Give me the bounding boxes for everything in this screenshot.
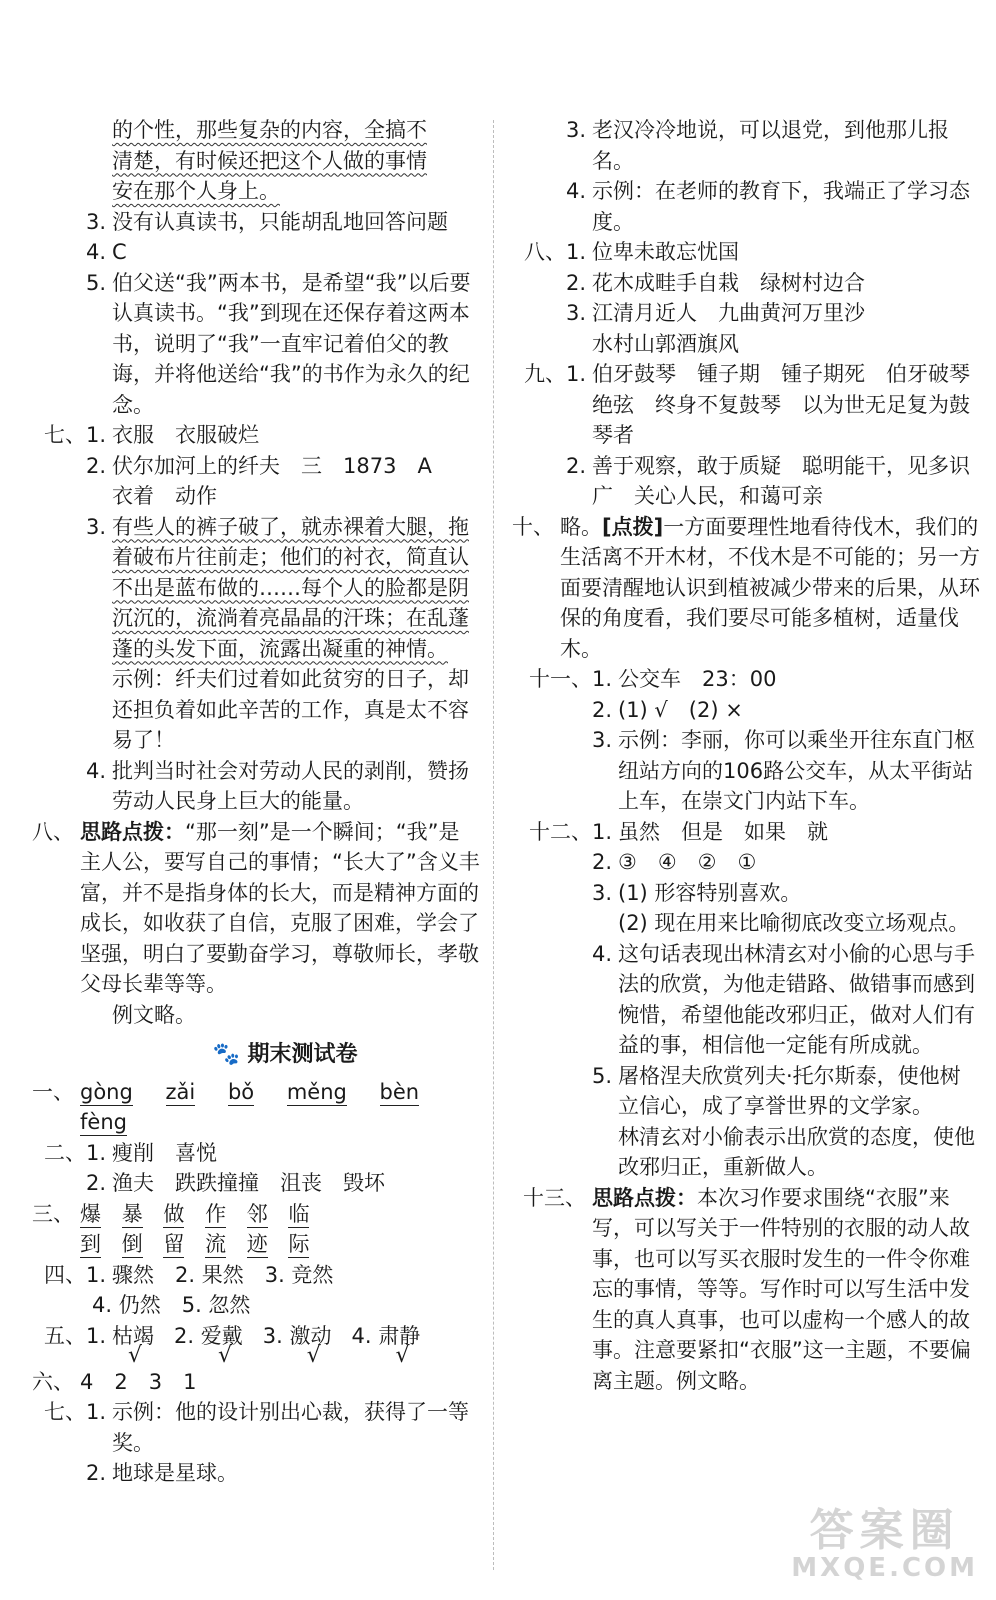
item-number: 2. xyxy=(591,697,612,722)
question-number: 四、1. xyxy=(43,1262,106,1287)
example-note: 例文略。 xyxy=(112,1002,196,1027)
answer-item xyxy=(510,725,980,817)
item-number: 4. xyxy=(591,941,612,966)
final-q2 xyxy=(30,1138,480,1169)
pinyin: gòng xyxy=(80,1079,133,1104)
pinyin-list xyxy=(80,1077,480,1138)
char-row-2 xyxy=(30,1229,480,1260)
item-text: 衣服 衣服破烂 xyxy=(112,423,259,447)
question-number: 三、 xyxy=(32,1201,74,1226)
item-text: 瘦削 喜悦 xyxy=(112,1140,217,1165)
check-icon: √ xyxy=(218,1342,233,1368)
left-column xyxy=(30,115,480,1489)
final-q3 xyxy=(30,1199,480,1230)
hint-text: 本次习作要求围绕“衣服”来写，可以写关于一件特别的衣服的动人故事，也可以写买衣服时发生的一件令你难忘的事情，等等。写作时可以写生活中发生的真人真事，也可以虚构一个感人的故事。注意要紧扣“衣服”这一主题，不要偏离主题。例文略。 xyxy=(592,1185,971,1393)
answer-item xyxy=(510,939,980,1061)
item-text: 善于观察，敢于质疑 聪明能干，见多识广 关心人民，和蔼可亲 xyxy=(592,453,970,508)
answer-item xyxy=(30,268,480,421)
column-divider xyxy=(493,120,494,1570)
hint-label: 思路点拨： xyxy=(80,819,185,844)
item-number: 3. xyxy=(565,118,586,142)
watermark-logo xyxy=(791,1505,978,1583)
pinyin: zǎi xyxy=(165,1079,196,1104)
check-icon: √ xyxy=(128,1342,143,1368)
item-number: 2. xyxy=(85,1171,106,1195)
right-column xyxy=(510,115,980,1396)
item-continuation: (2) 现在用来比喻彻底改变立场观点。 xyxy=(618,911,970,935)
pinyin: bǒ xyxy=(227,1079,255,1104)
question-11 xyxy=(510,664,980,695)
item-number: 2. xyxy=(591,850,612,874)
watermark-title: 答案圈 xyxy=(809,1505,960,1556)
item-text: 虽然 但是 如果 就 xyxy=(618,819,828,844)
question-number: 九、1. xyxy=(523,362,586,386)
hint-tag: [点拨] xyxy=(602,514,664,539)
item-text: 伯牙鼓琴 锺子期 锺子期死 伯牙破琴绝弦 终身不复鼓琴 以为世无足复为鼓琴者 xyxy=(592,362,970,447)
item-text: 示例：在老师的教育下，我端正了学习态度。 xyxy=(592,179,970,234)
item-number: 3. xyxy=(591,728,612,752)
item-number: 4. xyxy=(85,240,106,264)
item-text: 公交车 23：00 xyxy=(618,667,777,691)
question-number: 十、 xyxy=(512,514,554,539)
final-q4 xyxy=(30,1260,480,1291)
question-8-right xyxy=(510,237,980,268)
item-continuation: 衣着 动作 xyxy=(112,484,217,508)
continued-text xyxy=(30,115,480,207)
item-number: 2. xyxy=(565,270,586,295)
item-continuation: 水村山郭酒旗风 xyxy=(592,331,739,356)
char: 倒 xyxy=(121,1232,143,1256)
char: 迹 xyxy=(246,1232,268,1256)
paw-icon: 🐾 xyxy=(212,1042,240,1067)
answer-item xyxy=(510,268,980,299)
answer-item xyxy=(510,1061,980,1122)
question-8 xyxy=(30,817,480,1000)
answer-item xyxy=(30,451,480,482)
question-7 xyxy=(30,420,480,451)
section-title-text: 期末测试卷 xyxy=(247,1042,358,1067)
char: 留 xyxy=(163,1232,185,1256)
answer-item xyxy=(30,237,480,268)
item-number: 4. xyxy=(85,758,106,783)
char: 做 xyxy=(163,1201,185,1226)
hint-text: “那一刻”是一个瞬间；“我”是主人公，要写自己的事情；“长大了”含义丰富，并不是指身体的长大，而是精神方面的成长，如收获了自信，克服了困难，学会了坚强，明白了要勤奋学习，尊敬师长，孝敬父母长辈等等。 xyxy=(80,819,480,996)
question-number: 十二、1. xyxy=(528,819,612,844)
item-number: 3. xyxy=(85,209,106,234)
answer-item xyxy=(510,176,980,237)
question-number: 七、1. xyxy=(43,1400,106,1424)
pinyin: bèn xyxy=(379,1079,420,1104)
wavy-line-2: 清楚，有时候还把这个人做的事情 xyxy=(112,148,427,173)
checked-word: 枯竭 √ xyxy=(112,1321,154,1352)
item-number: 2. xyxy=(85,1461,106,1485)
question-13 xyxy=(510,1183,980,1397)
answer-item xyxy=(510,695,980,726)
char: 作 xyxy=(205,1201,227,1226)
item-text: 略。 xyxy=(560,514,602,539)
char: 邻 xyxy=(246,1201,268,1226)
item-text: 这句话表现出林清玄对小偷的心思与手法的欣赏，为他走错路、做错事而感到惋惜，希望他能改邪归正，做对人们有益的事，相信他一定能有所成就。 xyxy=(618,941,975,1057)
char: 流 xyxy=(205,1232,227,1256)
item-text: 位卑未敢忘忧国 xyxy=(592,240,739,264)
watermark-url: MXQE.COM xyxy=(791,1553,978,1583)
question-number: 十三、 xyxy=(523,1185,586,1210)
example-text: 示例：纤夫们过着如此贫穷的日子，却还担负着如此辛苦的工作，真是太不容易了！ xyxy=(112,667,469,752)
question-9 xyxy=(510,359,980,451)
section-title xyxy=(90,1040,480,1071)
item-text: 江清月近人 九曲黄河万里沙 xyxy=(592,301,865,325)
item-text: 没有认真读书，只能胡乱地回答问题 xyxy=(112,209,448,234)
answer-item xyxy=(510,451,980,512)
question-number: 八、1. xyxy=(523,240,586,264)
item-number: 5. xyxy=(591,1063,612,1088)
wavy-quote: 有些人的裤子破了，就赤裸着大腿，拖着破布片往前走；他们的衬衣，简直认不出是蓝布做的……每个人的脸都是阴沉沉的，流淌着亮晶晶的汗珠；在乱蓬蓬的头发下面，流露出凝重的神情。 xyxy=(112,514,469,661)
item-text: 地球是星球。 xyxy=(112,1461,238,1485)
wavy-line-3: 安在那个人身上。 xyxy=(112,179,280,203)
char: 到 xyxy=(80,1232,101,1256)
item-text: 老汉冷冷地说，可以退党，到他那儿报名。 xyxy=(592,118,949,173)
item-text: 骤然 2. 果然 3. 竞然 xyxy=(112,1262,334,1287)
item-text: (1) 形容特别喜欢。 xyxy=(618,880,802,905)
item-text: 示例：李丽，你可以乘坐开往东直门枢纽站方向的106路公交车，从太平街站上车，在崇文门内站下车。 xyxy=(618,728,975,813)
question-number: 一、 xyxy=(32,1079,74,1104)
answer-item xyxy=(510,847,980,878)
checked-word: 3. 激动 √ xyxy=(263,1321,332,1352)
item-text: C xyxy=(112,240,127,264)
final-q5 xyxy=(30,1321,480,1367)
answer-item xyxy=(30,512,480,665)
check-icon: √ xyxy=(306,1342,321,1368)
final-q7 xyxy=(30,1397,480,1458)
item-text: 花木成畦手自栽 绿树村边合 xyxy=(592,270,865,295)
hint-text: 一方面要理性地看待伐木，我们的生活离不开木材，不伐木是不可能的；另一方面要清醒地认识到植被减少带来的后果，从环保的角度看，我们要尽可能多植树，适量伐木。 xyxy=(560,514,980,661)
question-number: 七、1. xyxy=(43,423,106,447)
final-q1 xyxy=(30,1077,480,1138)
answer-item xyxy=(510,298,980,329)
item-continuation: 4. 仍然 5. 忽然 xyxy=(92,1293,251,1317)
item-text: 屠格涅夫欣赏列夫·托尔斯泰，使他树立信心，成了享誉世界的文学家。 xyxy=(618,1063,961,1118)
item-continuation: 林清玄对小偷表示出欣赏的态度，使他改邪归正，重新做人。 xyxy=(618,1124,975,1179)
answer-item xyxy=(30,1168,480,1199)
pinyin: měng xyxy=(286,1079,347,1104)
item-number: 2. xyxy=(85,453,106,478)
question-number: 五、1. xyxy=(43,1323,106,1348)
item-text: ③ ④ ② ① xyxy=(618,850,757,874)
item-number: 3. xyxy=(565,301,586,325)
answer-item xyxy=(510,878,980,909)
item-text: 伏尔加河上的纤夫 三 1873 A xyxy=(112,453,432,478)
question-12 xyxy=(510,817,980,848)
question-10 xyxy=(510,512,980,665)
char: 暴 xyxy=(121,1201,143,1226)
item-text: 示例：他的设计别出心裁，获得了一等奖。 xyxy=(112,1400,469,1455)
checked-word: 2. 爱戴 √ xyxy=(174,1321,243,1352)
hint-label: 思路点拨： xyxy=(592,1185,697,1210)
item-number: 4. xyxy=(565,179,586,203)
answer-item xyxy=(30,756,480,817)
answer-item xyxy=(30,207,480,238)
question-number: 二、1. xyxy=(43,1140,106,1165)
item-text: (1) √ (2) × xyxy=(618,697,743,722)
check-icon: √ xyxy=(395,1342,410,1368)
final-q6 xyxy=(30,1367,480,1398)
item-text: 批判当时社会对劳动人民的剥削，赞扬劳动人民身上巨大的能量。 xyxy=(112,758,469,813)
answer-item xyxy=(510,115,980,176)
question-number: 八、 xyxy=(32,819,74,844)
question-number: 六、 xyxy=(32,1369,74,1394)
item-number: 3. xyxy=(591,880,612,905)
char: 爆 xyxy=(80,1201,101,1226)
item-number: 5. xyxy=(85,270,106,295)
item-number: 3. xyxy=(85,514,106,539)
char: 际 xyxy=(288,1232,310,1256)
answer-item xyxy=(30,1458,480,1489)
item-text: 伯父送“我”两本书，是希望“我”以后要认真读书。“我”到现在还保存着这两本书，说明了“我”一直牢记着伯父的教诲，并将他送给“我”的书作为永久的纪念。 xyxy=(112,270,471,417)
pinyin: fèng xyxy=(80,1110,127,1134)
char-row xyxy=(80,1199,480,1230)
item-text: 渔夫 跌跌撞撞 沮丧 毁坏 xyxy=(112,1171,385,1195)
checked-word: 4. 肃静 √ xyxy=(352,1321,421,1352)
item-text: 4 2 3 1 xyxy=(80,1369,197,1394)
wavy-line-1: 的个性，那些复杂的内容，全搞不 xyxy=(112,118,427,142)
char: 临 xyxy=(288,1201,310,1226)
item-number: 2. xyxy=(565,453,586,478)
question-number: 十一、1. xyxy=(528,667,612,691)
